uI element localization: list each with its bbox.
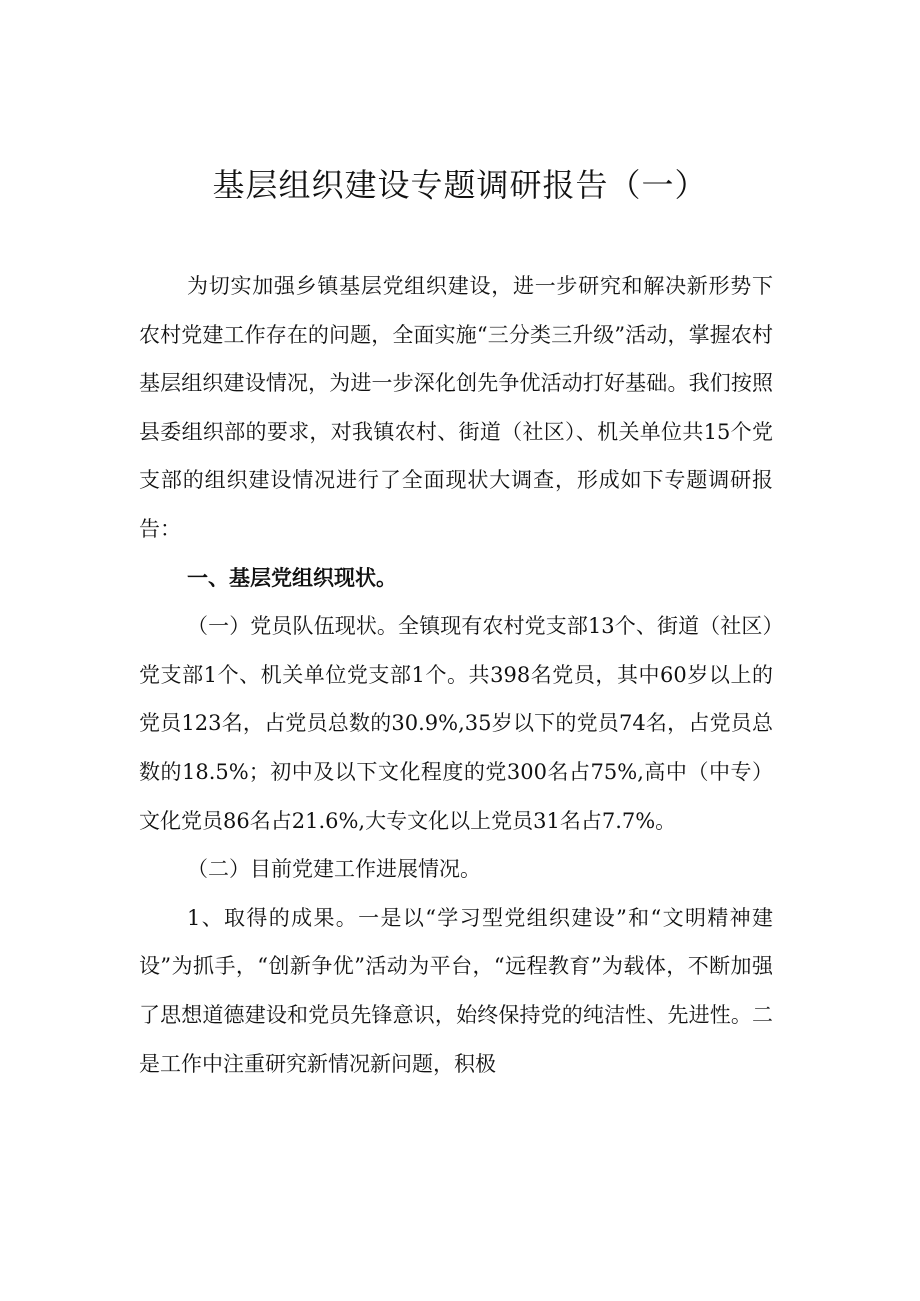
party-members-status-paragraph: （一）党员队伍现状。全镇现有农村党支部13个、街道（社区）党支部1个、机关单位党支部1个。共398名党员，其中60岁以上的党员123名，占党员总数的30.9%,35岁以下的党员74名，占党员总数的18.5%；初中及以下文化程度的党300名占75%,高中（中专）文化党员86名占21.6%,大专文化以上党员31名占7.7%。 [139, 614, 773, 833]
document-body [139, 262, 773, 1088]
achievements-paragraph: 1、取得的成果。一是以“学习型党组织建设”和“文明精神建设”为抓手，“创新争优”活动为平台，“远程教育”为载体，不断加强了思想道德建设和党员先锋意识，始终保持党的纯洁性、先进性。二是工作中注重研究新情况新问题，积极 [139, 905, 773, 1076]
document-title: 基层组织建设专题调研报告（一） [212, 166, 708, 204]
subsection-heading-progress: （二）目前党建工作进展情况。 [187, 857, 481, 882]
intro-paragraph: 为切实加强乡镇基层党组织建设，进一步研究和解决新形势下农村党建工作存在的问题，全面实施“三分类三升级”活动，掌握农村基层组织建设情况，为进一步深化创先争优活动打好基础。我们按照县委组织部的要求，对我镇农村、街道（社区）、机关单位共15个党支部的组织建设情况进行了全面现状大调查，形成如下专题调研报告： [139, 274, 773, 541]
section-heading-current-status: 一、基层党组织现状。 [187, 565, 397, 590]
